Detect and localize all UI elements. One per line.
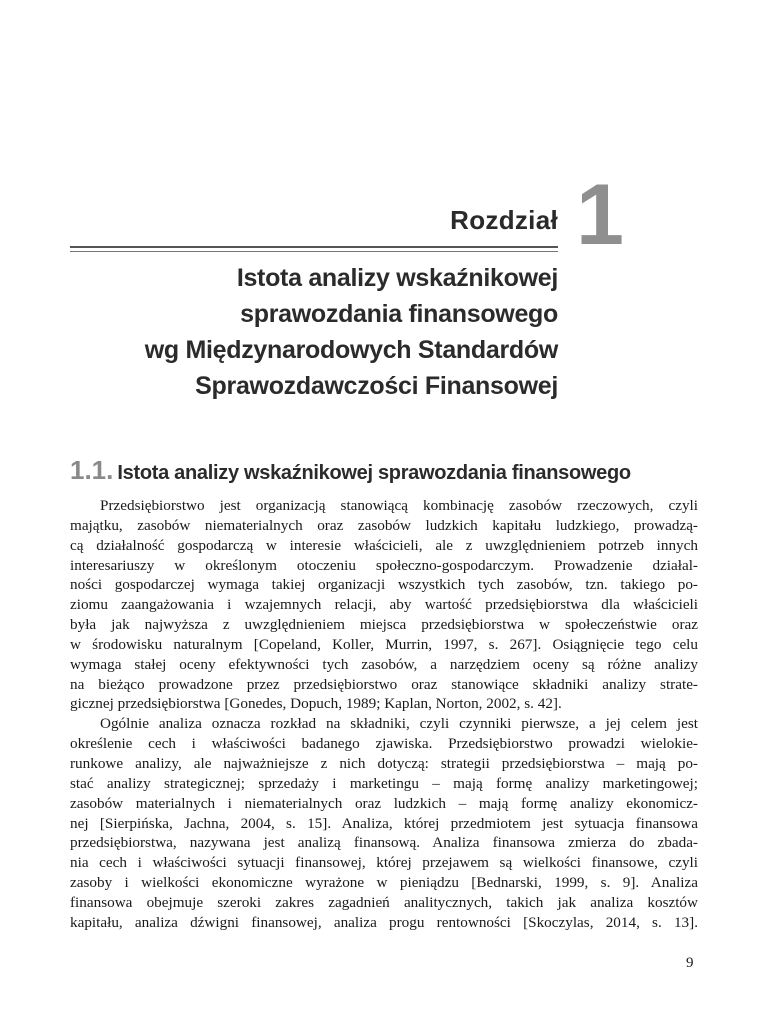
paragraph-line: w środowisku naturalnym [Copeland, Koller, Murrin, 1997, s. 267]. Osiągnięcie tego celu: [70, 635, 698, 653]
body-text: [70, 496, 698, 933]
paragraph-line: wymaga stałej oceny efektywności tych zasobów, a narzędziem oceny są różne analizy: [70, 655, 698, 673]
paragraph-line: Przedsiębiorstwo jest organizacją stanowiącą kombinację zasobów rzeczowych, czyli: [100, 497, 698, 514]
paragraph-line: interesariuszy w określonym otoczeniu społeczno-gospodarczym. Prowadzenie działal-: [70, 556, 698, 574]
paragraph-line: na bieżąco prowadzone przez przedsiębiorstwo oraz stanowiące składniki analizy strate-: [70, 675, 698, 693]
paragraph-line: runkowe analizy, ale najważniejsze z nich dotyczą: strategii przedsiębiorstwa – mają po-: [70, 754, 698, 772]
paragraph-line: zasobów materialnych i niematerialnych oraz ludzkich – mają formę analizy ekonomicz-: [70, 794, 698, 812]
chapter-title-line: Sprawozdawczości Finansowej: [195, 372, 558, 400]
paragraph-line: nej [Sierpińska, Jachna, 2004, s. 15]. Analiza, której przedmiotem jest sytuacja finansowa: [70, 814, 698, 832]
paragraph-line: majątku, zasobów niematerialnych oraz zasobów ludzkich kapitału ludzkiego, prowadzą-: [70, 516, 698, 534]
paragraph-line: była jak najwyższa z uwzględnieniem miejsca przedsiębiorstwa w społeczeństwie oraz: [70, 616, 698, 634]
section-title: Istota analizy wskaźnikowej sprawozdania finansowego: [117, 462, 631, 484]
paragraph-line: ności gospodarczej wymaga takiej organizacji wszystkich tych zasobów, tzn. takiego po-: [70, 576, 698, 594]
chapter-title: [58, 260, 558, 404]
page-number: 9: [686, 955, 694, 971]
paragraph-line: Ogólnie analiza oznacza rozkład na składniki, czyli czynniki pierwsze, a jej celem jest: [100, 715, 698, 733]
paragraph-line: stać analizy strategicznej; sprzedaży i marketingu – mają formę analizy marketingowej;: [70, 774, 698, 792]
paragraph-line: ziomu zaangażowania i wzajemnych relacji, aby wartość przedsiębiorstwa dla właścicieli: [70, 596, 698, 614]
paragraph-line: zasoby i wielkości ekonomiczne wyrażone w pieniądzu [Bednarski, 1999, s. 9]. Analiza: [70, 874, 698, 892]
paragraph-line: finansowa obejmuje szeroki zakres zagadnień analitycznych, takich jak analiza kosztów: [70, 893, 698, 911]
chapter-header: [70, 167, 630, 430]
chapter-rule-thick: [70, 246, 558, 248]
paragraph-line: nia cech i właściwości sytuacji finansowej, której przejawem są wielkości finansowe, czyli: [70, 854, 698, 872]
paragraph-line: przedsiębiorstwa, nazywana jest analizą finansową. Analiza finansowa zmierza do zbada-: [70, 834, 698, 852]
chapter-title-line: wg Międzynarodowych Standardów: [144, 336, 558, 364]
paragraph-line: gicznej przedsiębiorstwa [Gonedes, Dopuch, 1989; Kaplan, Norton, 2002, s. 42].: [70, 695, 562, 713]
paragraph-line: kapitału, analiza dźwigni finansowej, analiza progu rentowności [Skoczylas, 2014, s. 13].: [70, 913, 698, 931]
chapter-title-line: Istota analizy wskaźnikowej: [236, 264, 558, 292]
chapter-title-line: sprawozdania finansowego: [240, 300, 558, 328]
section-number: 1.1.: [70, 455, 114, 485]
paragraph-line: cą działalność gospodarczą w interesie właścicieli, ale z uwzględnieniem potrzeb innych: [70, 536, 698, 554]
chapter-number: 1: [576, 167, 624, 263]
paragraph-line: określenie cech i właściwości badanego zjawiska. Przedsiębiorstwo prowadzi wielokie-: [70, 735, 698, 753]
chapter-rule-thin: [70, 251, 558, 252]
section-heading: [70, 455, 710, 486]
chapter-label: Rozdział: [450, 205, 558, 235]
